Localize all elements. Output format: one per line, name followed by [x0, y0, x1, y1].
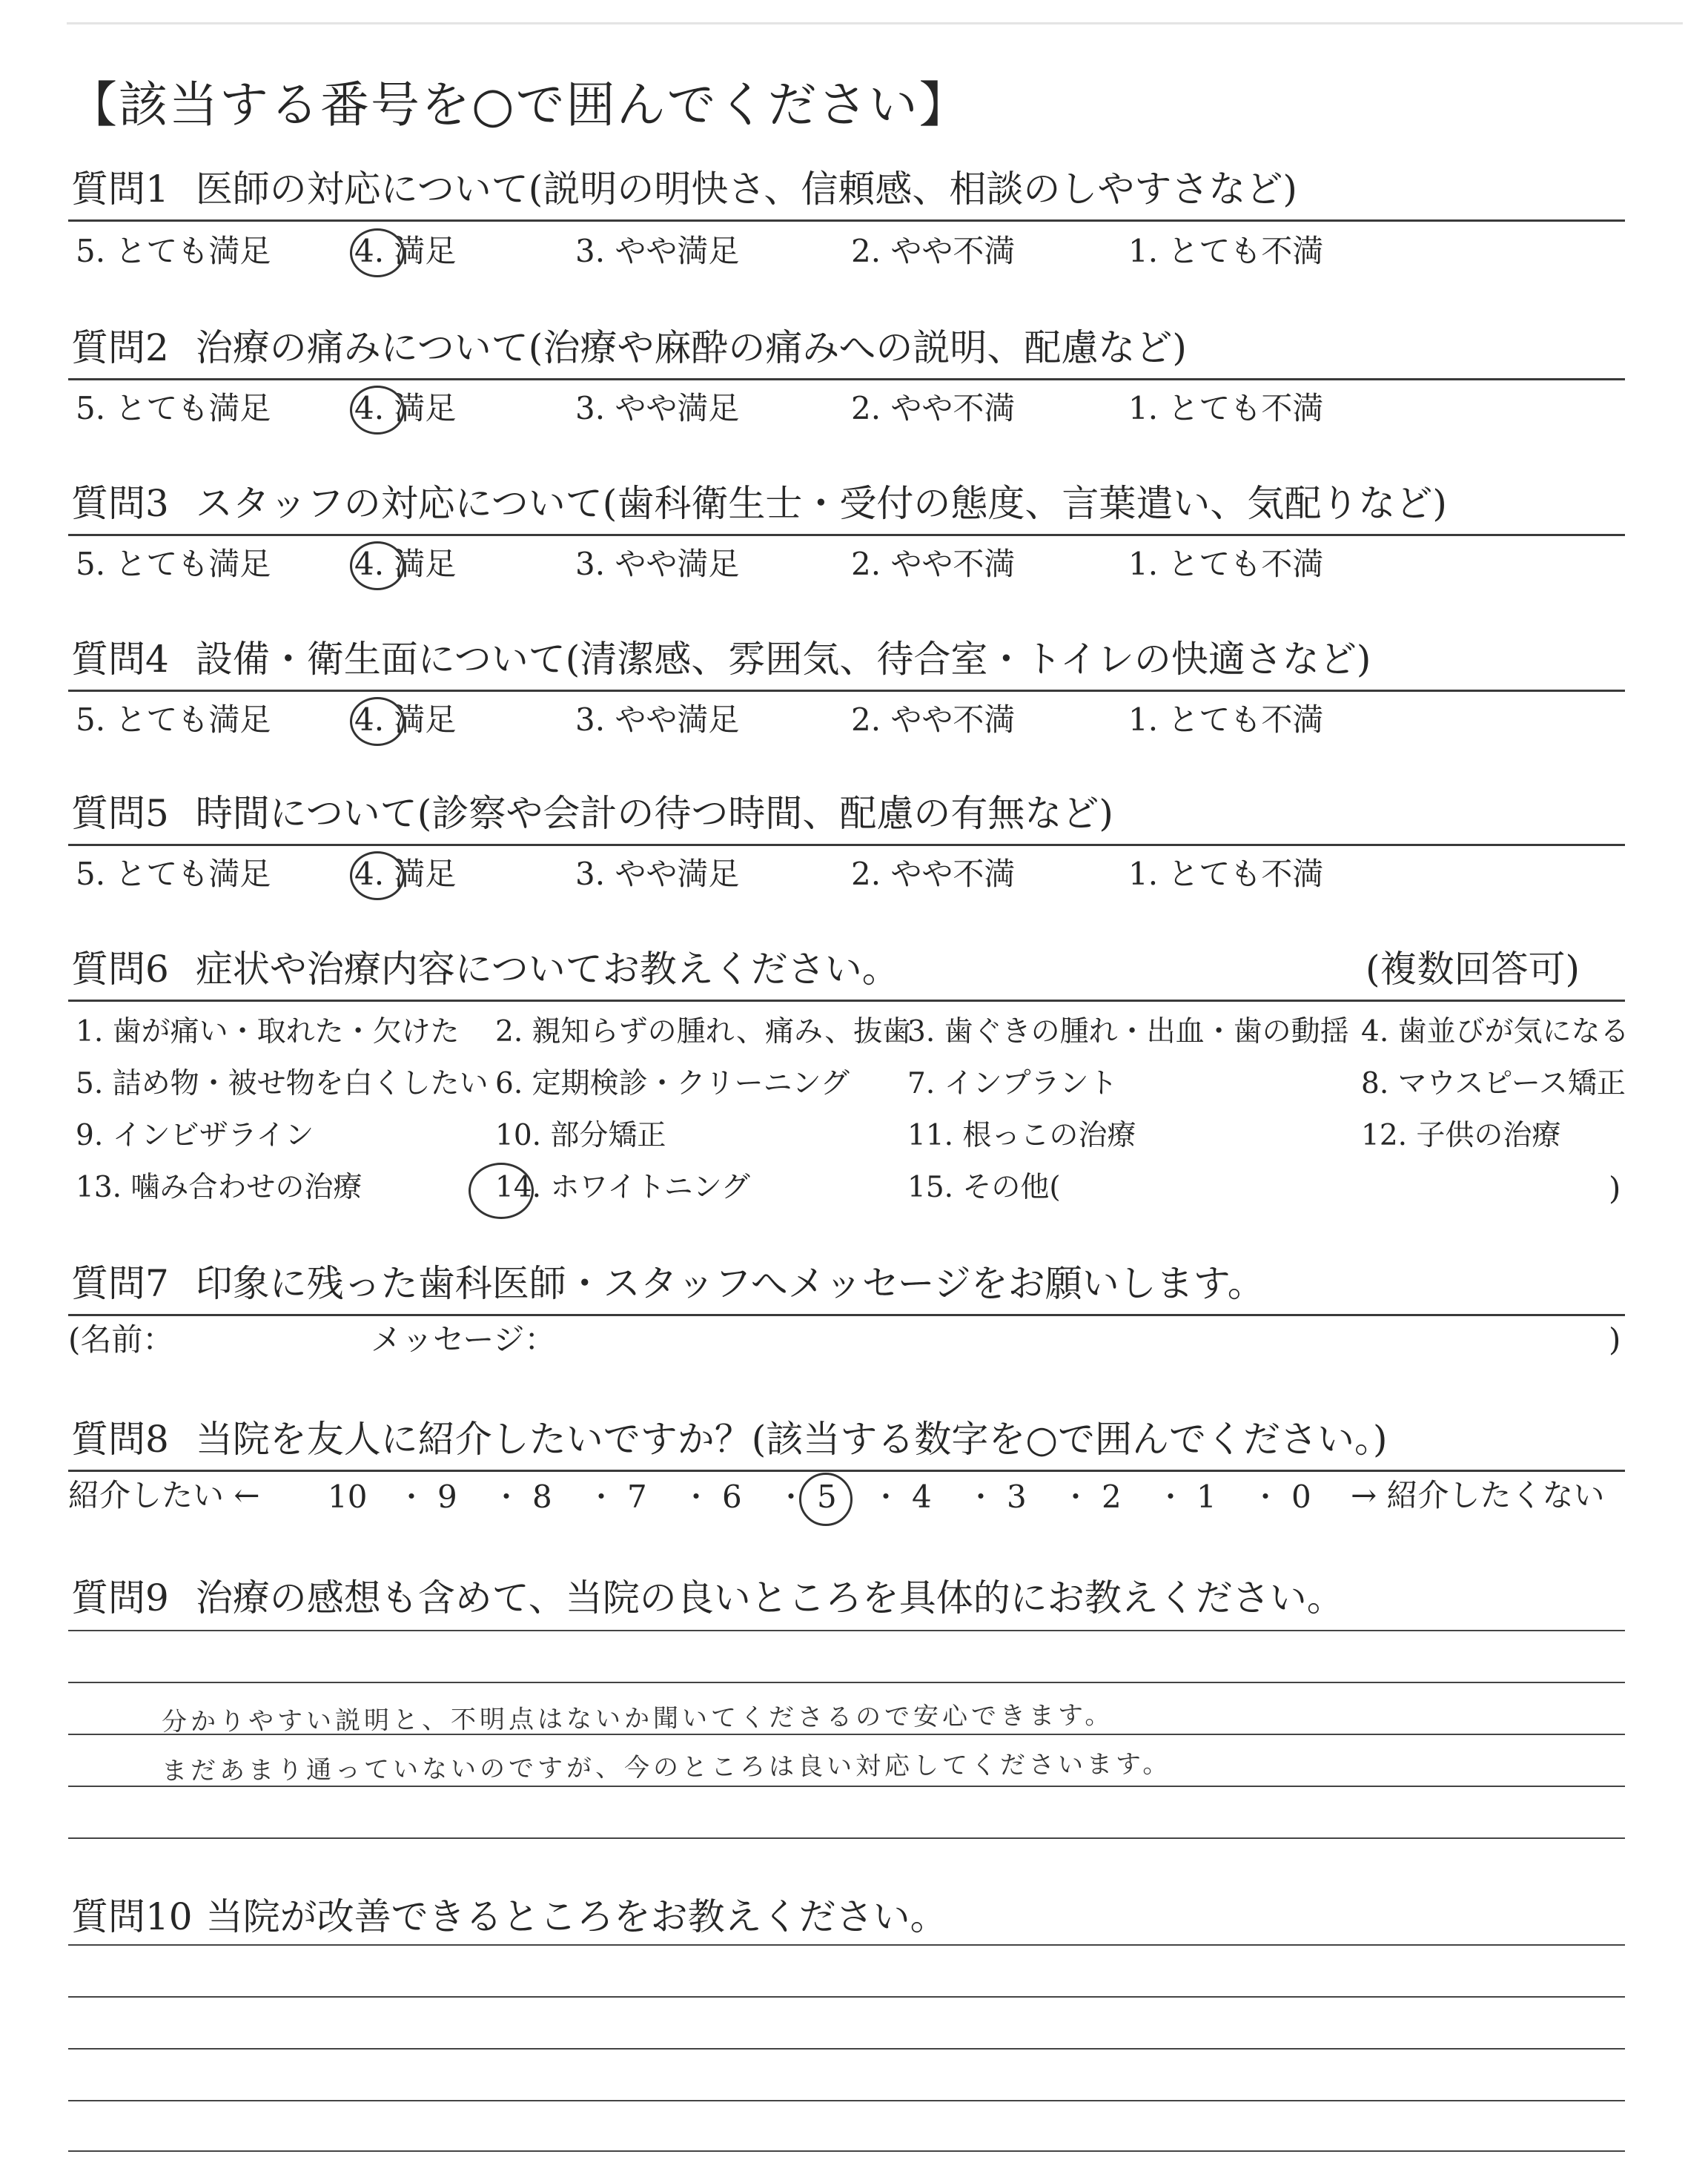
q8-scale-2[interactable]: 2: [1102, 1479, 1122, 1515]
q6-item-12[interactable]: 12. 子供の治療: [1361, 1119, 1561, 1152]
top-divider: [67, 22, 1683, 24]
question-1: [71, 168, 1297, 211]
q8-scale-dot: ・: [587, 1481, 616, 1513]
question-2: [71, 326, 1187, 369]
question-10-text: 当院が改善できるところをお教えください。: [205, 1895, 947, 1938]
q8-scale-dot: ・: [682, 1481, 711, 1513]
q4-option-3[interactable]: 3. やや満足: [575, 701, 740, 738]
q8-scale-dot: ・: [967, 1481, 996, 1513]
q10-answer-line: [68, 2048, 1625, 2050]
question-10-number: 質問10: [71, 1895, 193, 1938]
question-9-number: 質問9: [71, 1576, 169, 1619]
q2-selection-circle: [350, 386, 405, 435]
question-7-text: 印象に残った歯科医師・スタッフへメッセージをお願いします。: [195, 1262, 1265, 1305]
q6-item-11[interactable]: 11. 根っこの治療: [907, 1119, 1136, 1152]
question-5-rule: [68, 844, 1625, 846]
q10-answer-line: [68, 2150, 1625, 2152]
question-6-note: (複数回答可): [1366, 948, 1580, 991]
question-6-number: 質問6: [71, 948, 169, 991]
q6-item-1[interactable]: 1. 歯が痛い・取れた・欠けた: [76, 1015, 460, 1048]
q6-item-10[interactable]: 10. 部分矯正: [495, 1119, 666, 1152]
q4-selection-circle: [350, 697, 405, 746]
q6-item-3[interactable]: 3. 歯ぐきの腫れ・出血・歯の動揺: [907, 1015, 1349, 1048]
q5-option-1[interactable]: 1. とても不満: [1128, 856, 1324, 892]
question-7-number: 質問7: [71, 1262, 169, 1305]
q8-scale-5[interactable]: 5: [817, 1479, 837, 1515]
q8-scale-dot: ・: [1251, 1481, 1280, 1513]
q1-selection-circle: [350, 228, 405, 277]
q5-selection-circle: [350, 851, 405, 900]
question-6-rule: [68, 1000, 1625, 1002]
q9-answer-line: [68, 1837, 1625, 1839]
question-4-text: 設備・衛生面について(清潔感、雰囲気、待合室・トイレの快適さなど): [195, 638, 1371, 681]
q7-close-paren: ): [1609, 1321, 1621, 1358]
q8-scale-dot: ・: [1062, 1481, 1090, 1513]
q3-option-5[interactable]: 5. とても満足: [76, 546, 271, 582]
q6-item-7[interactable]: 7. インプラント: [907, 1067, 1118, 1100]
q4-option-1[interactable]: 1. とても不満: [1128, 701, 1324, 738]
question-7-rule: [68, 1314, 1625, 1316]
q9-handwritten-answer-2[interactable]: まだあまり通っていないのですが、今のところは良い対応してくださいます。: [161, 1749, 1172, 1786]
q8-right-label: → 紹介したくない: [1351, 1477, 1605, 1513]
question-3-number: 質問3: [71, 482, 169, 525]
q5-option-4[interactable]: 4. 満足: [354, 856, 457, 892]
q2-option-3[interactable]: 3. やや満足: [575, 390, 740, 426]
q6-item-15[interactable]: 15. その他(: [907, 1171, 1061, 1204]
q3-option-3[interactable]: 3. やや満足: [575, 546, 740, 582]
q3-selection-circle: [350, 541, 405, 590]
q8-scale-4[interactable]: 4: [912, 1479, 932, 1515]
question-8-rule: [68, 1470, 1625, 1472]
q9-handwritten-answer-1[interactable]: 分かりやすい説明と、不明点はないか聞いてくださるので安心できます。: [161, 1700, 1114, 1737]
q7-name-label: (名前：: [68, 1321, 174, 1358]
question-9: [71, 1576, 1344, 1619]
q8-left-label: 紹介したい ←: [68, 1477, 260, 1513]
q2-option-5[interactable]: 5. とても満足: [76, 390, 271, 426]
page-title: 【該当する番号を○で囲んでください】: [68, 76, 970, 133]
q6-item-2[interactable]: 2. 親知らずの腫れ、痛み、抜歯: [495, 1015, 912, 1048]
q5-option-3[interactable]: 3. やや満足: [575, 856, 740, 892]
q8-scale-8[interactable]: 8: [532, 1479, 552, 1515]
q3-option-1[interactable]: 1. とても不満: [1128, 546, 1324, 582]
q9-answer-line: [68, 1630, 1625, 1631]
q8-scale-dot: ・: [777, 1481, 806, 1513]
q7-message-label[interactable]: メッセージ：: [371, 1321, 556, 1358]
question-4: [71, 638, 1371, 681]
q8-scale-0[interactable]: 0: [1291, 1479, 1311, 1515]
q8-scale-6[interactable]: 6: [722, 1479, 742, 1515]
question-3: [71, 482, 1447, 525]
question-5-text: 時間について(診察や会計の待つ時間、配慮の有無など): [195, 792, 1113, 835]
q8-scale-9[interactable]: 9: [437, 1479, 457, 1515]
q9-answer-line: [68, 1682, 1625, 1683]
question-5: [71, 792, 1113, 835]
question-7: [71, 1262, 1265, 1305]
question-8-number: 質問8: [71, 1418, 169, 1461]
q2-option-1[interactable]: 1. とても不満: [1128, 390, 1324, 426]
q10-answer-line: [68, 1996, 1625, 1998]
q6-item-5[interactable]: 5. 詰め物・被せ物を白くしたい: [76, 1067, 489, 1100]
question-4-number: 質問4: [71, 638, 169, 681]
question-2-rule: [68, 378, 1625, 380]
question-2-text: 治療の痛みについて(治療や麻酔の痛みへの説明、配慮など): [195, 326, 1187, 369]
q2-option-2[interactable]: 2. やや不満: [851, 390, 1016, 426]
q8-scale-dot: ・: [492, 1481, 521, 1513]
q6-item-8[interactable]: 8. マウスピース矯正: [1361, 1067, 1626, 1100]
q1-option-1[interactable]: 1. とても不満: [1128, 233, 1324, 269]
question-6-text: 症状や治療内容についてお教えください。: [195, 948, 899, 991]
question-6: [71, 948, 899, 991]
question-3-rule: [68, 534, 1625, 536]
q5-option-5[interactable]: 5. とても満足: [76, 856, 271, 892]
q1-option-3[interactable]: 3. やや満足: [575, 233, 740, 269]
q6-item-9[interactable]: 9. インビザライン: [76, 1119, 314, 1152]
question-5-number: 質問5: [71, 792, 169, 835]
q6-other-close-paren: ): [1609, 1170, 1621, 1206]
q8-scale-3[interactable]: 3: [1007, 1479, 1027, 1515]
q6-item-6[interactable]: 6. 定期検診・クリーニング: [495, 1067, 850, 1100]
q8-scale-dot: ・: [397, 1481, 426, 1513]
question-4-rule: [68, 690, 1625, 692]
q8-selection-circle: [799, 1473, 853, 1526]
q1-option-4[interactable]: 4. 満足: [354, 233, 457, 269]
question-9-text: 治療の感想も含めて、当院の良いところを具体的にお教えください。: [195, 1576, 1344, 1619]
q4-option-4[interactable]: 4. 満足: [354, 701, 457, 738]
question-1-number: 質問1: [71, 168, 169, 211]
question-1-rule: [68, 219, 1625, 222]
q3-option-4[interactable]: 4. 満足: [354, 546, 457, 582]
q6-item-4[interactable]: 4. 歯並びが気になる: [1361, 1015, 1629, 1048]
question-3-text: スタッフの対応について(歯科衛生士・受付の態度、言葉遣い、気配りなど): [195, 482, 1447, 525]
q10-answer-line: [68, 2100, 1625, 2101]
q8-scale-7[interactable]: 7: [627, 1479, 647, 1515]
q6-selection-circle: [469, 1163, 534, 1219]
q8-scale-10[interactable]: 10: [328, 1479, 368, 1515]
q5-option-2[interactable]: 2. やや不満: [851, 856, 1016, 892]
q4-option-2[interactable]: 2. やや不満: [851, 701, 1016, 738]
q3-option-2[interactable]: 2. やや不満: [851, 546, 1016, 582]
question-8: [71, 1418, 1388, 1461]
question-1-text: 医師の対応について(説明の明快さ、信頼感、相談のしやすさなど): [195, 168, 1297, 211]
q1-option-5[interactable]: 5. とても満足: [76, 233, 271, 269]
q2-option-4[interactable]: 4. 満足: [354, 390, 457, 426]
q10-answer-line: [68, 1944, 1625, 1946]
question-8-text: 当院を友人に紹介したいですか？(該当する数字を○で囲んでください。): [195, 1418, 1388, 1461]
question-2-number: 質問2: [71, 326, 169, 369]
q8-scale-dot: ・: [1156, 1481, 1185, 1513]
q8-scale-1[interactable]: 1: [1196, 1479, 1217, 1515]
q1-option-2[interactable]: 2. やや不満: [851, 233, 1016, 269]
q8-scale-dot: ・: [872, 1481, 901, 1513]
q4-option-5[interactable]: 5. とても満足: [76, 701, 271, 738]
q6-item-14[interactable]: 14. ホワイトニング: [495, 1171, 750, 1204]
q6-item-13[interactable]: 13. 噛み合わせの治療: [76, 1171, 363, 1204]
question-10: [71, 1895, 947, 1938]
